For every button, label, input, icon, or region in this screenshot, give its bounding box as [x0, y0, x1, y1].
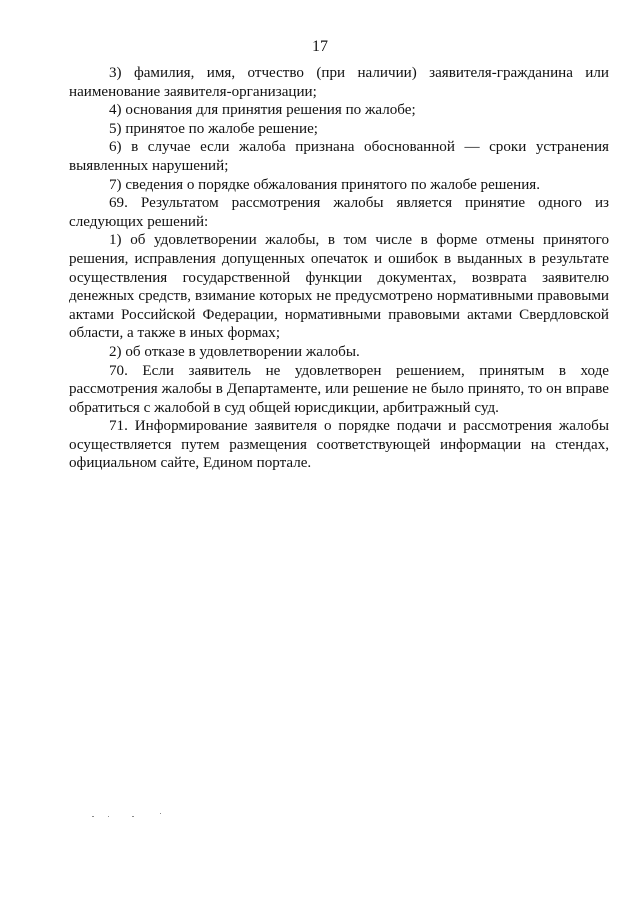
- list-item-grounds: 4) основания для принятия решения по жалобе;: [109, 102, 416, 119]
- page-number: 17: [312, 38, 328, 55]
- scan-speck: [92, 816, 94, 817]
- list-item-appeal-info: 7) сведения о порядке обжалования принятого по жалобе решения.: [109, 176, 540, 193]
- paragraph-71: 71. Информирование заявителя о порядке подачи и рассмотрения жалобы осуществляется путем размещения соответствующей информации на стендах, официальном сайте, Едином портале.: [69, 418, 609, 472]
- scan-speck: [132, 816, 134, 817]
- scan-speck: [160, 813, 161, 814]
- paragraph-70: 70. Если заявитель не удовлетворен решением, принятым в ходе рассмотрения жалобы в Департаменте, или решение не было принято, то он вправе обратиться с жалобой в суд общей юрисдикции, арбитражный суд.: [69, 362, 609, 416]
- list-item-refusal: 2) об отказе в удовлетворении жалобы.: [109, 343, 360, 360]
- list-item-deadlines: 6) в случае если жалоба признана обоснованной — сроки устранения выявленных нарушений;: [69, 139, 609, 174]
- scan-speck: [108, 816, 109, 817]
- paragraph-69: 69. Результатом рассмотрения жалобы является принятие одного из следующих решений:: [69, 195, 609, 230]
- list-item-satisfaction: 1) об удовлетворении жалобы, в том числе в форме отмены принятого решения, исправления допущенных опечаток и ошибок в выданных в результате осуществления государственной функции документах, возврата заявителю денежных средств, взимание которых не предусмотрено нормативными правовыми актами Российской Федерации, нормативными правовыми актами Свердловской области, а также в иных формах;: [69, 232, 609, 342]
- list-item-decision: 5) принятое по жалобе решение;: [109, 120, 318, 137]
- list-item-surname: 3) фамилия, имя, отчество (при наличии) заявителя-гражданина или наименование заявителя-организации;: [69, 65, 609, 100]
- document-body: [69, 64, 609, 473]
